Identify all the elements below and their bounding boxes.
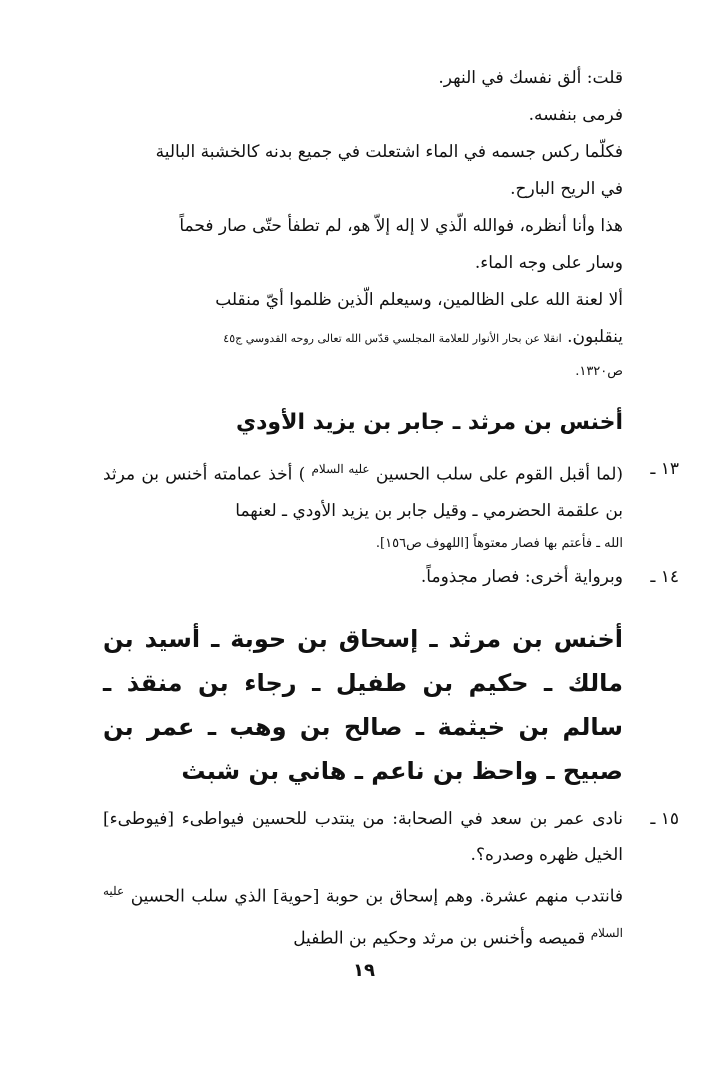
section-heading: أخنس بن مرثد ـ إسحاق بن حوبة ـ أسيد بن مالك ـ حكيم بن طفيل ـ رجاء بن منقذ ـ سالم بن خيثمة ـ صالح بن وهب ـ عمر بن صبيح ـ واحظ بن ناعم ـ هاني بن شبث [103, 624, 623, 785]
honorific-glyph: عليه السلام [103, 883, 623, 941]
text-line: ألا لعنة الله على الظالمين، وسيعلم الّذين ظلموا أيّ منقلب [215, 290, 623, 310]
page-content [103, 60, 679, 958]
item-number: ١٤ ـ [650, 566, 679, 587]
item-number: ١٥ ـ [650, 808, 679, 829]
page-number: ١٩ [353, 960, 375, 981]
numbered-item-15 [103, 801, 679, 873]
text-line: هذا وأنا أنظره، فوالله الّذي لا إله إلاّ هو، لم تطفأ حتّى صار فحماً [179, 216, 623, 236]
text-line: وسار على وجه الماء. [474, 253, 623, 273]
section-heading: أخنس بن مرثد ـ جابر بن يزيد الأودي [235, 410, 623, 435]
text-line-with-source [103, 319, 623, 357]
text-line: في الريح البارح. [510, 179, 623, 199]
text-fragment: فانتدب منهم عشرة. وهم إسحاق بن حوبة [حوية] الذي سلب الحسين [130, 886, 624, 907]
source-reference: انقلا عن بحار الأنوار للعلامة المجلسي قدّس الله تعالى روحه القدوسي ج٤٥ [223, 332, 562, 345]
item-reference: الله ـ فأعتم بها فصار معتوهاً [اللهوف ص١٥٦]. [375, 535, 623, 551]
text-line: فكلّما ركس جسمه في الماء اشتعلت في جميع بدنه كالخشبة البالية [155, 142, 623, 162]
numbered-item-13 [103, 451, 679, 559]
text-fragment: قميصه وأخنس بن مرثد وحكيم بن الطفيل [293, 928, 586, 949]
text-line: فرمى بنفسه. [528, 105, 623, 125]
text-line: قلت: ألق نفسك في النهر. [438, 68, 623, 88]
item-number: ١٣ ـ [650, 459, 679, 479]
text-fragment: ينقلبون. [567, 327, 623, 347]
paragraph [103, 873, 623, 958]
item-text: ) أخذ عمامته أخنس بن مرثد بن علقمة الحضرمي ـ وقيل جابر بن يزيد الأودي ـ لعنهما [103, 464, 623, 521]
item-text: نادى عمر بن سعد في الصحابة: من ينتدب للحسين فيواطىء [فيوطىء] الخيل ظهره وصدره؟. [103, 808, 623, 865]
item-text: وبرواية أخرى: فصار مجذوماً. [420, 566, 623, 587]
numbered-item-14 [103, 559, 679, 595]
source-page: ص١٣٢٠. [575, 364, 623, 379]
item-text: (لما أقبل القوم على سلب الحسين [375, 464, 624, 485]
honorific-glyph: عليه السلام [311, 462, 370, 476]
